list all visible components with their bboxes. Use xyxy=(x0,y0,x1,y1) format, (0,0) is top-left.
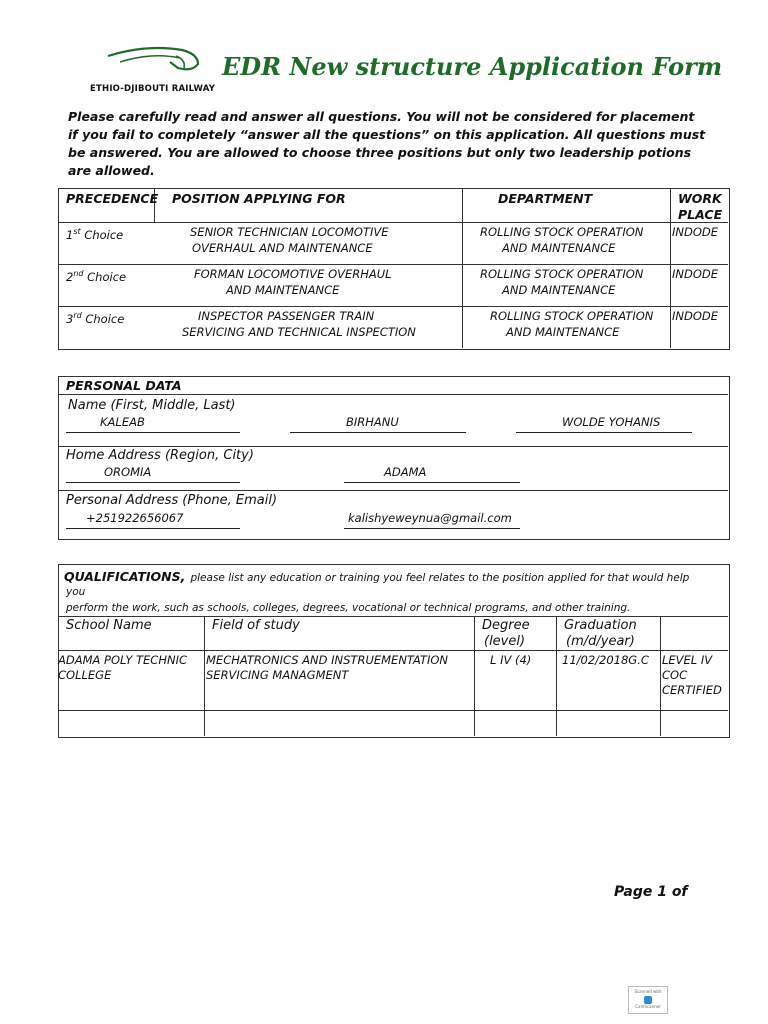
divider xyxy=(58,222,728,223)
choice-label: 1st Choice xyxy=(66,227,124,242)
header-school: School Name xyxy=(66,618,152,633)
camscanner-icon xyxy=(644,996,652,1004)
divider xyxy=(462,188,463,348)
header-department: DEPARTMENT xyxy=(498,191,593,206)
header-graduation: Graduation xyxy=(564,618,637,633)
form-title: EDR New structure Application Form xyxy=(222,52,723,81)
work-place: INDODE xyxy=(672,267,719,281)
choice-label: 2nd Choice xyxy=(66,269,127,284)
divider xyxy=(58,650,728,651)
name-label: Name (First, Middle, Last) xyxy=(68,398,236,413)
department-name: ROLLING STOCK OPERATION xyxy=(480,225,644,239)
first-name-field[interactable]: KALEAB xyxy=(66,414,240,433)
header-precedence: PRECEDENCE xyxy=(66,191,159,206)
qualifications-intro: QUALIFICATIONS, please list any education or training you feel relates to the position applied for that would help xyxy=(64,569,690,584)
position-name: INSPECTOR PASSENGER TRAIN xyxy=(198,309,375,323)
field-of-study: MECHATRONICS AND INSTRUEMENTATION xyxy=(206,653,448,667)
logo-text: ETHIO-DJIBOUTI RAILWAY xyxy=(90,84,216,94)
header-degree: (level) xyxy=(484,634,526,649)
graduation-date: 11/02/2018G.C xyxy=(562,653,649,667)
divider xyxy=(556,616,557,736)
header-graduation: (m/d/year) xyxy=(566,634,635,649)
field-of-study: SERVICING MANAGMENT xyxy=(206,668,349,682)
email-field[interactable]: kalishyeweynua@gmail.com xyxy=(344,510,520,529)
middle-name-field[interactable]: BIRHANU xyxy=(290,414,466,433)
contact-label: Personal Address (Phone, Email) xyxy=(66,493,278,508)
header-field: Field of study xyxy=(212,618,300,633)
certification: LEVEL IV xyxy=(662,653,713,667)
position-name: OVERHAUL AND MAINTENANCE xyxy=(192,241,373,255)
department-name: ROLLING STOCK OPERATION xyxy=(480,267,644,281)
address-label: Home Address (Region, City) xyxy=(66,448,254,463)
last-name-field[interactable]: WOLDE YOHANIS xyxy=(516,414,692,433)
divider xyxy=(58,306,728,307)
divider xyxy=(58,490,728,491)
degree-level: L IV (4) xyxy=(490,653,532,667)
work-place: INDODE xyxy=(672,225,719,239)
divider xyxy=(58,616,728,617)
qualifications-desc: perform the work, such as schools, colleges, degrees, vocational or technical programs, and other training. xyxy=(66,602,631,614)
school-name: ADAMA POLY TECHNIC xyxy=(58,653,187,667)
divider xyxy=(670,188,671,348)
qualifications-heading: QUALIFICATIONS, xyxy=(64,569,186,584)
position-name: FORMAN LOCOMOTIVE OVERHAUL xyxy=(194,267,392,281)
certification: COC xyxy=(662,668,688,682)
railway-logo-icon xyxy=(86,42,216,84)
choice-label: 3rd Choice xyxy=(66,311,125,326)
header-degree: Degree xyxy=(482,618,530,633)
city-field[interactable]: ADAMA xyxy=(344,464,520,483)
work-place: INDODE xyxy=(672,309,719,323)
department-name: AND MAINTENANCE xyxy=(502,241,616,255)
certification: CERTIFIED xyxy=(662,683,722,697)
qualifications-desc: you xyxy=(66,586,86,598)
qualifications-section xyxy=(58,564,730,738)
divider xyxy=(474,616,475,736)
position-name: SERVICING AND TECHNICAL INSPECTION xyxy=(182,325,416,339)
divider xyxy=(58,394,728,395)
position-name: SENIOR TECHNICIAN LOCOMOTIVE xyxy=(190,225,389,239)
divider xyxy=(58,710,728,711)
department-name: AND MAINTENANCE xyxy=(506,325,620,339)
header-work-place: PLACE xyxy=(678,207,723,222)
divider xyxy=(58,446,728,447)
divider xyxy=(204,616,205,736)
region-field[interactable]: OROMIA xyxy=(66,464,240,483)
divider xyxy=(58,264,728,265)
header-work-place: WORK xyxy=(678,191,722,206)
personal-data-heading: PERSONAL DATA xyxy=(66,378,182,393)
page-number: Page 1 of xyxy=(614,884,688,900)
scanner-watermark: Scanned with CamScanner xyxy=(628,986,668,1014)
department-name: ROLLING STOCK OPERATION xyxy=(490,309,654,323)
divider xyxy=(660,616,661,736)
school-name: COLLEGE xyxy=(58,668,112,682)
header-position: POSITION APPLYING FOR xyxy=(172,191,346,206)
instructions: Please carefully read and answer all questions. You will not be considered for placement if you fail to completely “answer all the questions” on this application. All questions must be answered. You are allowed to choose three positions but only two leadership potions are allowed. xyxy=(68,109,706,178)
phone-field[interactable]: +251922656067 xyxy=(66,510,240,529)
position-name: AND MAINTENANCE xyxy=(226,283,340,297)
department-name: AND MAINTENANCE xyxy=(502,283,616,297)
